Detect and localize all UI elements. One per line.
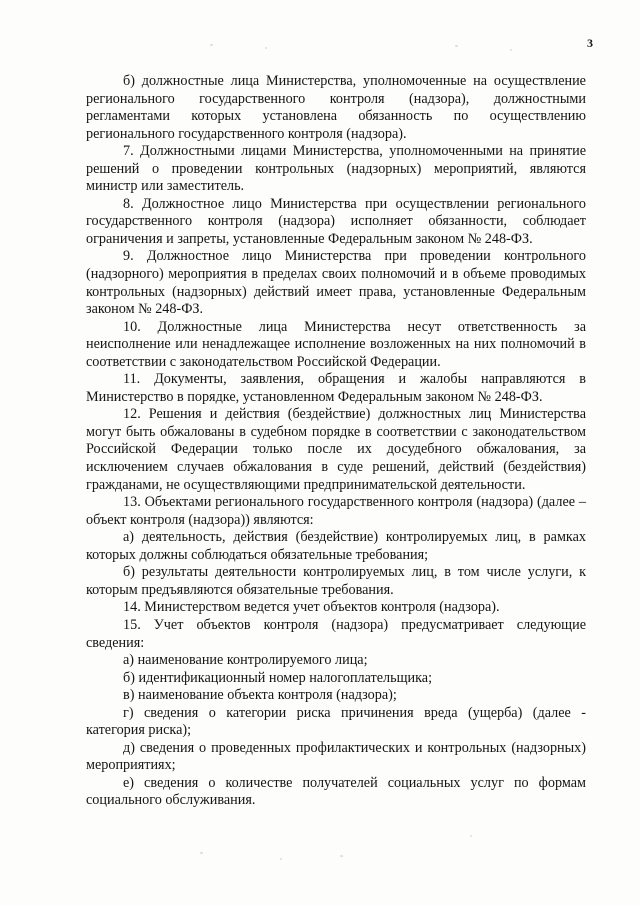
paragraph: 14. Министерством ведется учет объектов контроля (надзора). xyxy=(123,599,500,616)
document-body xyxy=(86,73,586,810)
paragraph: 13. Объектами регионального государственного контроля (надзора) (далее – объект контроля (надзора)) являются: xyxy=(86,494,586,528)
scan-speck xyxy=(280,858,282,860)
paragraph: 15. Учет объектов контроля (надзора) предусматривает следующие сведения: xyxy=(86,616,586,651)
scan-speck xyxy=(455,45,458,47)
paragraph: 9. Должностное лицо Министерства при проведении контрольного (надзорного) мероприятия в пределах своих полномочий и в объеме проводимых контрольных (надзорных) действий имеет права, установленные Федеральным законом № 248-ФЗ. xyxy=(86,248,586,318)
paragraph: б) результаты деятельности контролируемых лиц, в том числе услуги, к которым предъявляются обязательные требования. xyxy=(86,564,586,598)
paragraph: е) сведения о количестве получателей социальных услуг по формам социального обслуживания. xyxy=(86,774,586,809)
paragraph: 8. Должностное лицо Министерства при осуществлении регионального государственного контроля (надзора) исполняет обязанности, соблюдает ограничения и запреты, установленные Федеральным законом № 248-ФЗ. xyxy=(86,195,586,247)
paragraph: б) идентификационный номер налогоплательщика; xyxy=(123,669,433,686)
scan-speck xyxy=(340,855,343,857)
paragraph: 10. Должностные лица Министерства несут ответственность за неисполнение или ненадлежащее исполнение возложенных на них полномочий в соответствии с законодательством Российской Федерации. xyxy=(86,318,586,370)
scan-speck xyxy=(200,852,203,854)
page-number: 3 xyxy=(587,36,593,50)
scan-speck xyxy=(265,47,267,49)
paragraph: г) сведения о категории риска причинения вреда (ущерба) (далее - категория риска); xyxy=(86,704,586,739)
paragraph: в) наименование объекта контроля (надзора); xyxy=(123,687,397,704)
paragraph: а) наименование контролируемого лица; xyxy=(123,652,368,669)
paragraph: 7. Должностными лицами Министерства, уполномоченными на принятие решений о проведении контрольных (надзорных) мероприятий, являются министр или заместитель. xyxy=(86,143,586,195)
scan-speck xyxy=(470,835,472,837)
paragraph: а) деятельность, действия (бездействие) контролируемых лиц, в рамках которых должны соблюдаться обязательные требования; xyxy=(86,529,586,563)
paragraph: 11. Документы, заявления, обращения и жалобы направляются в Министерство в порядке, установленном Федеральным законом № 248-ФЗ. xyxy=(86,371,586,405)
paragraph: д) сведения о проведенных профилактических и контрольных (надзорных) мероприятиях; xyxy=(86,739,586,774)
paragraph: б) должностные лица Министерства, уполномоченные на осуществление регионального государственного контроля (надзора), должностными регламентами которых установлена обязанность по осуществлению регионального государственного контроля (надзора). xyxy=(86,73,586,142)
paragraph: 12. Решения и действия (бездействие) должностных лиц Министерства могут быть обжалованы в судебном порядке в соответствии с законодательством Российской Федерации только после их досудебного обжалования, за исключением случаев обжалования в суде решений, действий (бездействия) гражданами, не осуществляющими предпринимательской деятельности. xyxy=(86,406,586,493)
scan-speck xyxy=(210,44,213,46)
scan-speck xyxy=(510,49,512,51)
